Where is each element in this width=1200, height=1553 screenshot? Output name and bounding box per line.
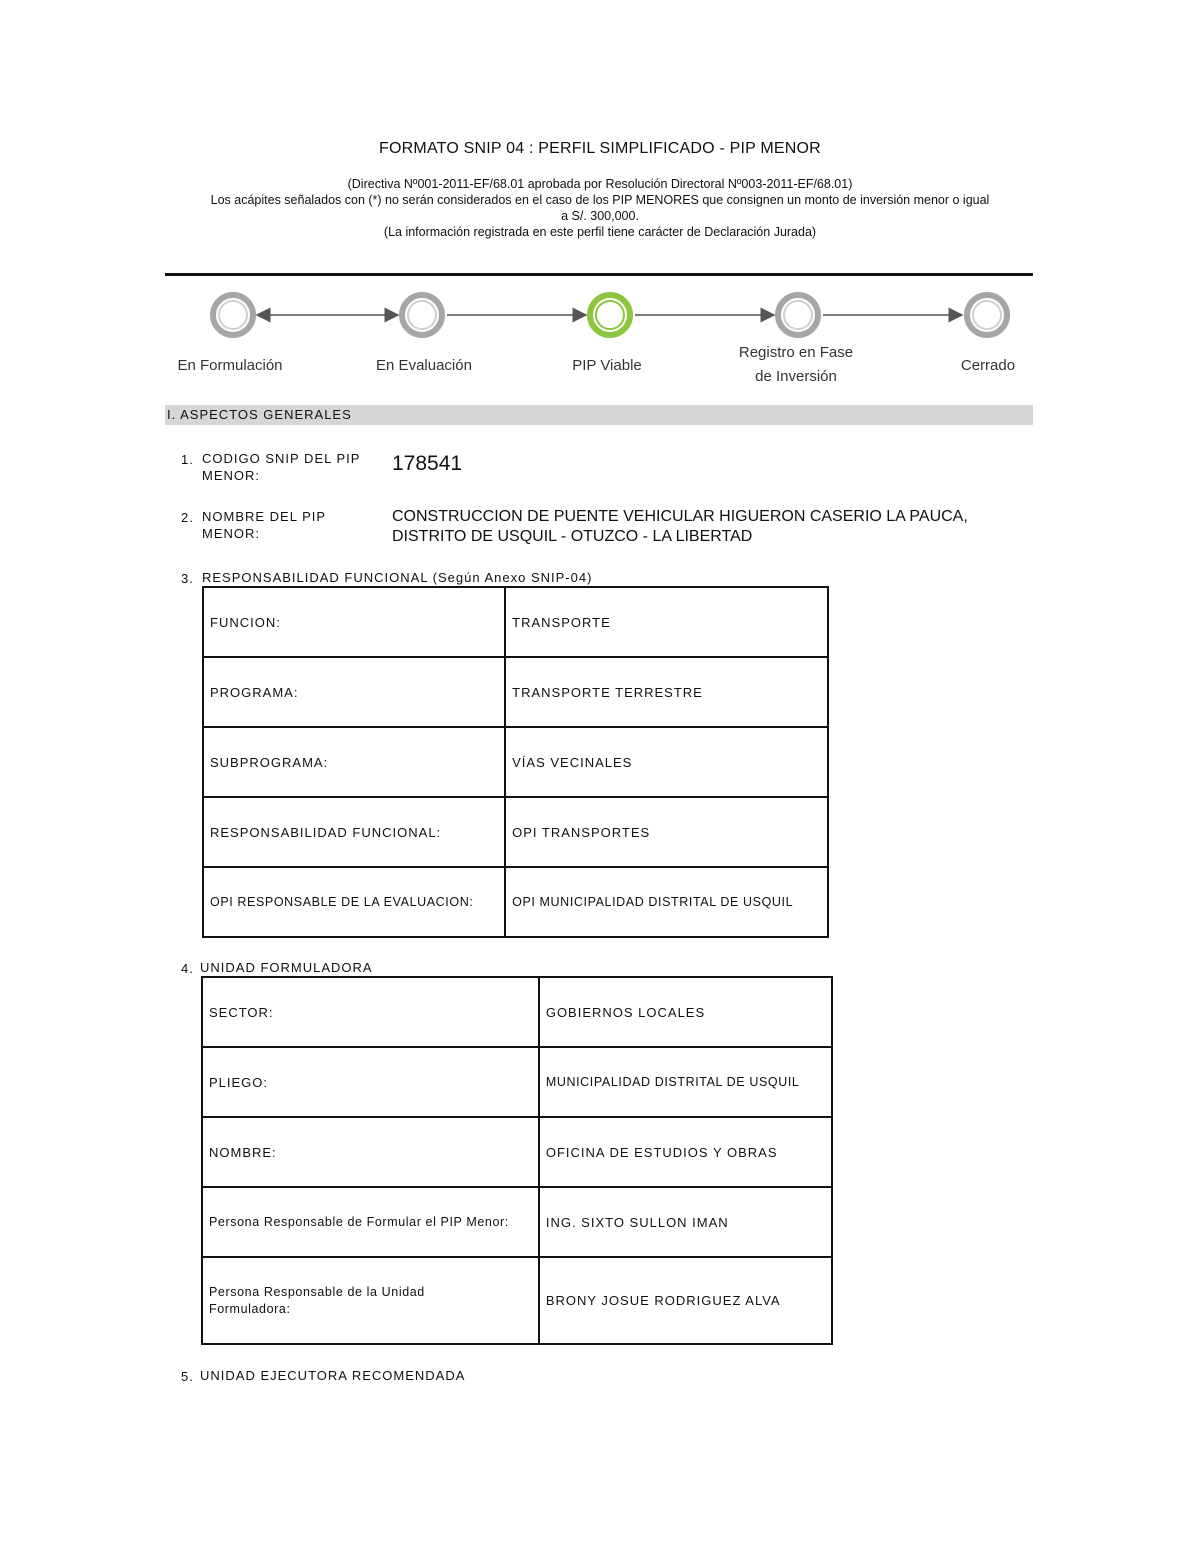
step-label-pip-viable: PIP Viable (572, 357, 642, 374)
step-label-en-formulacion: En Formulación (177, 357, 283, 374)
step-label-cerrado: Cerrado (960, 357, 1016, 374)
table-cell-value: TRANSPORTE TERRESTRE (505, 657, 828, 727)
table-row (203, 727, 828, 797)
pip-name-value (392, 507, 1032, 547)
table-cell-value: MUNICIPALIDAD DISTRITAL DE USQUIL (539, 1047, 832, 1117)
table-cell-key (202, 1257, 539, 1344)
table-row (202, 1047, 832, 1117)
table-cell-key: OPI RESPONSABLE DE LA EVALUACION: (203, 867, 505, 937)
item-3-label: RESPONSABILIDAD FUNCIONAL (Según Anexo SNIP-04) (202, 570, 593, 585)
item-3-number: 3. (181, 571, 194, 586)
item-1-number: 1. (181, 452, 194, 467)
table-cell-value: BRONY JOSUE RODRIGUEZ ALVA (539, 1257, 832, 1344)
header-divider (165, 273, 1033, 276)
item-2-label-line2: MENOR: (202, 526, 260, 541)
directive-text: (Directiva Nº001-2011-EF/68.01 aprobada por Resolución Directoral Nº003-2011-EF/68.01) (347, 177, 853, 191)
key-line1: Persona Responsable de la Unidad (209, 1284, 425, 1299)
section-header-aspectos-generales: I. ASPECTOS GENERALES (165, 405, 1033, 425)
table-cell-key: PROGRAMA: (203, 657, 505, 727)
step-label-en-evaluacion: En Evaluación (376, 357, 472, 374)
table-cell-value: GOBIERNOS LOCALES (539, 977, 832, 1047)
document-title: FORMATO SNIP 04 : PERFIL SIMPLIFICADO - PIP MENOR (379, 140, 821, 157)
table-cell-key: PLIEGO: (202, 1047, 539, 1117)
snip-code-value: 178541 (392, 452, 463, 475)
stepper-graphic (165, 285, 1033, 345)
table-cell-key: NOMBRE: (202, 1117, 539, 1187)
unidad-formuladora-table (201, 976, 833, 1345)
step-label-registro-line2: de Inversión (755, 368, 837, 385)
item-1-label-line2: MENOR: (202, 468, 260, 483)
item-1-label (202, 450, 360, 484)
item-2-label-line1: NOMBRE DEL PIP (202, 509, 327, 524)
table-cell-value: OPI TRANSPORTES (505, 797, 828, 867)
note-line-1: Los acápites señalados con (*) no serán considerados en el caso de los PIP MENORES que consignen un monto de inversión menor o igual (210, 193, 990, 207)
table-row (203, 587, 828, 657)
table-row (203, 797, 828, 867)
table-row (202, 1187, 832, 1257)
table-cell-key: FUNCION: (203, 587, 505, 657)
item-4-number: 4. (181, 961, 194, 976)
pip-name-line1: CONSTRUCCION DE PUENTE VEHICULAR HIGUERON CASERIO LA PAUCA, (392, 508, 968, 525)
item-5-number: 5. (181, 1369, 194, 1384)
table-cell-key: SUBPROGRAMA: (203, 727, 505, 797)
table-cell-value: VÍAS VECINALES (505, 727, 828, 797)
table-row (202, 1117, 832, 1187)
table-cell-value: TRANSPORTE (505, 587, 828, 657)
pip-name-line2: DISTRITO DE USQUIL - OTUZCO - LA LIBERTAD (392, 528, 753, 545)
item-2-label (202, 508, 326, 542)
key-line2: Formuladora: (209, 1301, 291, 1316)
step-label-registro-fase (721, 341, 871, 389)
table-cell-key: SECTOR: (202, 977, 539, 1047)
note-line-2: a S/. 300,000. (561, 209, 639, 223)
table-row (202, 1257, 832, 1344)
responsabilidad-funcional-table (202, 586, 829, 938)
table-cell-key: Persona Responsable de Formular el PIP Menor: (202, 1187, 539, 1257)
declaration-text: (La información registrada en este perfil tiene carácter de Declaración Jurada) (383, 225, 817, 239)
table-row (202, 977, 832, 1047)
item-2-number: 2. (181, 510, 194, 525)
step-label-registro-line1: Registro en Fase (738, 344, 854, 361)
item-5-label: UNIDAD EJECUTORA RECOMENDADA (200, 1368, 466, 1383)
table-row (203, 867, 828, 937)
table-row (203, 657, 828, 727)
table-cell-value: ING. SIXTO SULLON IMAN (539, 1187, 832, 1257)
table-cell-value: OPI MUNICIPALIDAD DISTRITAL DE USQUIL (505, 867, 828, 937)
table-cell-key: RESPONSABILIDAD FUNCIONAL: (203, 797, 505, 867)
status-stepper (165, 285, 1033, 395)
table-cell-value: OFICINA DE ESTUDIOS Y OBRAS (539, 1117, 832, 1187)
item-4-label: UNIDAD FORMULADORA (200, 960, 373, 975)
item-1-label-line1: CODIGO SNIP DEL PIP (202, 451, 361, 466)
